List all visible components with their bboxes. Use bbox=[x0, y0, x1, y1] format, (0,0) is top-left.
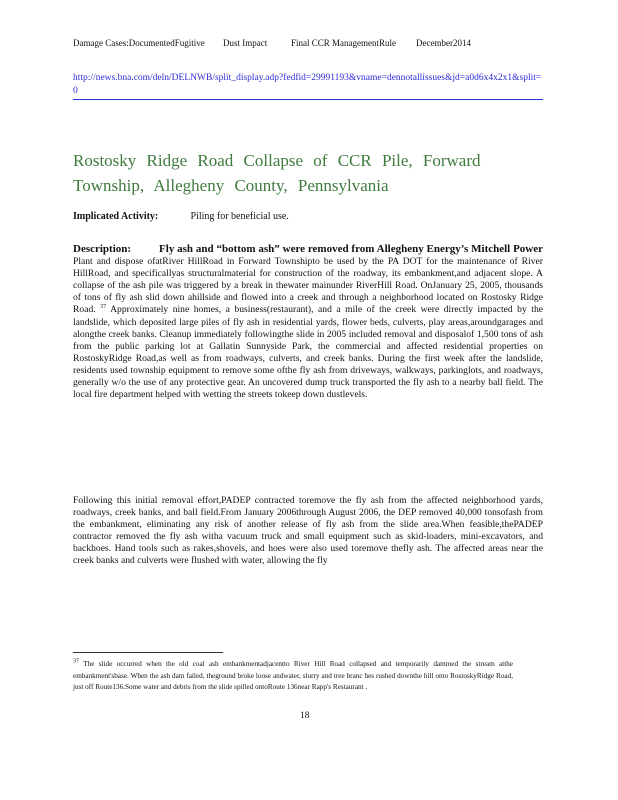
header-date: December2014 bbox=[416, 38, 471, 48]
footnote-number: 37 bbox=[73, 658, 79, 665]
case-title: Rostosky Ridge Road Collapse of CCR Pile, Forward Township, Allegheny County, Pennsylvania bbox=[73, 151, 481, 195]
implicated-activity bbox=[73, 211, 289, 222]
description-label: Description: bbox=[73, 243, 132, 255]
footnote-text: The slide occurred when the old coal ash embankmentadjacentto River Hill Road collapsed and temporarily dammed the stream atthe embankment'sbase. When the ash dam failed, theground broke loose andwater, slurry and tree branc hes rushed downthe hill onto RostoskyRidge Road, just off Route136.Some water and debris from the slide spilled ontoRoute 136near Rapp's Restaurant . bbox=[73, 660, 513, 691]
page-number: 18 bbox=[300, 711, 310, 721]
implicated-label: Implicated Activity: bbox=[73, 211, 159, 222]
footnote-divider bbox=[73, 652, 223, 653]
footnote bbox=[73, 659, 513, 694]
implicated-value: Piling for beneficial use. bbox=[190, 211, 289, 222]
description-lead-text: Fly ash and “bottom ash” were removed from Allegheny Energy’s Mitchell Power bbox=[159, 243, 543, 255]
description-paragraph bbox=[73, 243, 543, 401]
source-link[interactable]: http://news.bna.com/deln/DELNWB/split_display.adp?fedfid=29991193&vname=dennotallissues&jd=a0d6x4x2x1&split=0 bbox=[73, 72, 543, 100]
header-category: Damage Cases:DocumentedFugitive bbox=[73, 38, 205, 48]
header-topic: Dust Impact bbox=[223, 38, 268, 48]
footnote-reference[interactable]: 37 bbox=[100, 304, 107, 311]
description-body-part1: Plant and dispose ofatRiver HillRoad in Forward Townshipto be used by the PA DOT for the maintenance of River HillRoad, and specificallyas structuralmaterial for construction of the roadway, its embankment,and adjacent slope. A collapse of the ash pile was triggered by a break in thewater mainunder RiverHill Road. OnJanuary 25, 2005, thousands of tons of fly ash slid down ahillside and flowed into a creek and through a neighborhood located on Rostosky Ridge Road. bbox=[73, 256, 543, 316]
header-rule: Final CCR ManagementRule bbox=[291, 38, 396, 48]
description-body-part2: Approximately nine homes, a business(restaurant), and a mile of the creek were directly impacted by the landslide, which deposited large piles of fly ash in residential yards, flower beds, culverts, play areas,aroundgarages and alongthe creek banks. Cleanup immediately followingthe slide in 2005 included removal and disposalof 1,500 tons of ash from the public parking lot at Gallatin Sunnyside Park, the commercial and affected residential properties on RostoskyRidge Road,as well as from roadways, culverts, and creek banks. During the first week after the landslide, residents used township equipment to remove some ofthe fly ash from driveways, walkways, parkinglots, and roadways, generally w/o the use of any protective gear. An uncovered dump truck transported the fly ash to a nearby ball field. The local fire department helped with wetting the streets tokeep down dustlevels. bbox=[73, 304, 543, 401]
running-header bbox=[73, 38, 558, 48]
description-lead bbox=[73, 243, 543, 255]
removal-paragraph: Following this initial removal effort,PADEP contracted toremove the fly ash from the affected neighborhood yards, roadways, creek banks, and ball field.From January 2006through August 2006, the DEP removed 40,000 tonsofash from the embankment, eliminating any risk of another release of fly ash from the slide area.When feasible,thePADEP contractor removed the fly ash witha vacuum truck and small equipment such as skid-loaders, mini-excavators, and backhoes. Hand tools such as rakes,shovels, and hoes were also used toremove thefly ash. The affected areas near the creek banks and culverts were flushed with water, allowing the fly bbox=[73, 495, 543, 567]
